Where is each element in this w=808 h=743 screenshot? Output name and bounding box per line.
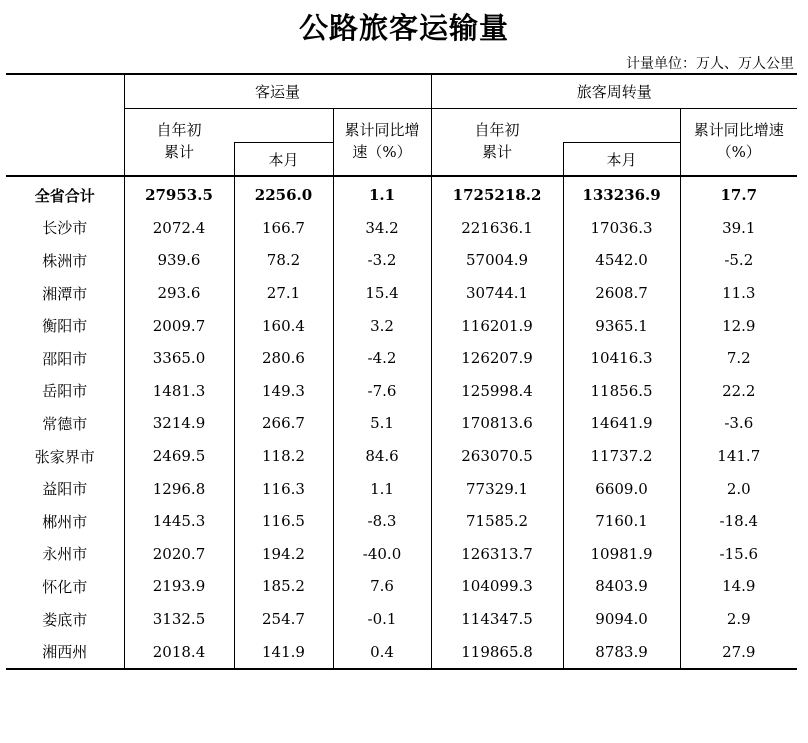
turnover-ytd-cell: 125998.4	[431, 375, 563, 408]
turnover-ytd-cell: 263070.5	[431, 440, 563, 473]
turnover-ytd-header	[431, 109, 563, 177]
turnover-month-cell: 17036.3	[563, 212, 680, 245]
table-row	[6, 212, 797, 245]
table-row	[6, 277, 797, 310]
passengers-growth-cell: 84.6	[333, 440, 431, 473]
turnover-growth-cell: 141.7	[680, 440, 797, 473]
table-row	[6, 570, 797, 603]
passengers-month-cell: 280.6	[234, 342, 333, 375]
table-body	[6, 176, 797, 669]
turnover-growth-cell: 12.9	[680, 309, 797, 342]
unit-note: 计量单位：万人、万人公里	[626, 56, 794, 72]
passengers-month-cell: 116.3	[234, 472, 333, 505]
turnover-ytd-cell: 104099.3	[431, 570, 563, 603]
passengers-ytd-cell: 2020.7	[124, 538, 234, 571]
passengers-growth-cell: 34.2	[333, 212, 431, 245]
ytd-label-line2: 累计	[163, 143, 194, 161]
turnover-growth-cell: 39.1	[680, 212, 797, 245]
region-name-cell: 湘潭市	[42, 284, 88, 303]
turnover-month-cell: 8403.9	[563, 570, 680, 603]
turnover-ytd-cell: 126313.7	[431, 538, 563, 571]
region-name-cell: 邵阳市	[42, 349, 88, 368]
turnover-growth-header	[680, 109, 797, 177]
turnover-month-cell: 2608.7	[563, 277, 680, 310]
passengers-month-cell: 149.3	[234, 375, 333, 408]
passengers-ytd-cell: 2469.5	[124, 440, 234, 473]
turnover-growth-cell: 11.3	[680, 277, 797, 310]
turnover-month-cell: 11856.5	[563, 375, 680, 408]
turnover-growth-cell: -18.4	[680, 505, 797, 538]
passengers-ytd-cell: 293.6	[124, 277, 234, 310]
passengers-ytd-cell: 1296.8	[124, 472, 234, 505]
turnover-ytd-cell: 170813.6	[431, 407, 563, 440]
passengers-month-cell: 194.2	[234, 538, 333, 571]
table-row	[6, 244, 797, 277]
passengers-month-cell: 78.2	[234, 244, 333, 277]
turnover-growth-cell: 2.9	[680, 603, 797, 636]
table-row	[6, 505, 797, 538]
turnover-month-cell: 14641.9	[563, 407, 680, 440]
turnover-growth-cell: 27.9	[680, 635, 797, 669]
turnover-ytd-cell: 30744.1	[431, 277, 563, 310]
passengers-growth-cell: -3.2	[333, 244, 431, 277]
passengers-ytd-cell: 3365.0	[124, 342, 234, 375]
passengers-growth-cell: 15.4	[333, 277, 431, 310]
passengers-ytd-cell: 1481.3	[124, 375, 234, 408]
passengers-ytd-cell: 2009.7	[124, 309, 234, 342]
ytd-label-line1: 自年初	[474, 121, 520, 139]
passengers-growth-cell: -40.0	[333, 538, 431, 571]
turnover-ytd-cell: 126207.9	[431, 342, 563, 375]
passengers-month-header: 本月	[234, 143, 333, 177]
passengers-growth-cell: 1.1	[333, 176, 431, 212]
passengers-ytd-cell: 3214.9	[124, 407, 234, 440]
region-name-cell: 娄底市	[42, 610, 88, 629]
passengers-blank-cell	[234, 109, 333, 143]
passengers-month-cell: 185.2	[234, 570, 333, 603]
passengers-ytd-cell: 2072.4	[124, 212, 234, 245]
passengers-month-cell: 266.7	[234, 407, 333, 440]
passengers-ytd-cell: 2018.4	[124, 635, 234, 669]
turnover-ytd-cell: 1725218.2	[431, 176, 563, 212]
turnover-month-cell: 9094.0	[563, 603, 680, 636]
passengers-growth-cell: -8.3	[333, 505, 431, 538]
passengers-growth-cell: 7.6	[333, 570, 431, 603]
turnover-growth-cell: 17.7	[680, 176, 797, 212]
turnover-month-cell: 133236.9	[563, 176, 680, 212]
region-name-cell: 衡阳市	[42, 317, 88, 336]
turnover-growth-cell: -3.6	[680, 407, 797, 440]
growth-label-line2: （%）	[716, 143, 761, 161]
passengers-month-cell: 27.1	[234, 277, 333, 310]
passengers-month-cell: 160.4	[234, 309, 333, 342]
total-row	[6, 176, 797, 212]
turnover-ytd-cell: 221636.1	[431, 212, 563, 245]
passengers-growth-cell: -4.2	[333, 342, 431, 375]
ytd-label-line2: 累计	[482, 143, 513, 161]
region-name-cell: 常德市	[42, 414, 88, 433]
table-row	[6, 375, 797, 408]
table-row	[6, 635, 797, 669]
turnover-ytd-cell: 114347.5	[431, 603, 563, 636]
growth-label-line1: 累计同比增速	[693, 121, 784, 139]
passengers-growth-cell: 1.1	[333, 472, 431, 505]
region-name-cell: 张家界市	[34, 447, 95, 466]
turnover-ytd-cell: 71585.2	[431, 505, 563, 538]
passengers-ytd-cell: 939.6	[124, 244, 234, 277]
turnover-growth-cell: -15.6	[680, 538, 797, 571]
passengers-growth-cell: -7.6	[333, 375, 431, 408]
passengers-ytd-cell: 3132.5	[124, 603, 234, 636]
table-row	[6, 603, 797, 636]
growth-label-line2: 速（%）	[352, 143, 412, 161]
passengers-month-cell: 254.7	[234, 603, 333, 636]
turnover-month-cell: 10981.9	[563, 538, 680, 571]
growth-label-line1: 累计同比增	[344, 121, 420, 139]
region-header	[6, 74, 124, 176]
turnover-month-cell: 9365.1	[563, 309, 680, 342]
passengers-month-cell: 141.9	[234, 635, 333, 669]
data-table	[6, 73, 797, 670]
passengers-ytd-cell: 2193.9	[124, 570, 234, 603]
region-name-cell: 益阳市	[42, 480, 88, 499]
turnover-month-cell: 4542.0	[563, 244, 680, 277]
turnover-growth-cell: 2.0	[680, 472, 797, 505]
turnover-month-cell: 6609.0	[563, 472, 680, 505]
passengers-month-cell: 166.7	[234, 212, 333, 245]
passengers-growth-cell: 5.1	[333, 407, 431, 440]
table-row	[6, 440, 797, 473]
table-row	[6, 407, 797, 440]
table-row	[6, 472, 797, 505]
region-name-cell: 全省合计	[34, 186, 95, 205]
table-row	[6, 309, 797, 342]
ytd-label-line1: 自年初	[156, 121, 202, 139]
passengers-growth-cell: 0.4	[333, 635, 431, 669]
turnover-ytd-cell: 57004.9	[431, 244, 563, 277]
turnover-ytd-cell: 119865.8	[431, 635, 563, 669]
passengers-month-cell: 118.2	[234, 440, 333, 473]
region-name-cell: 怀化市	[42, 577, 88, 596]
turnover-blank-cell	[563, 109, 680, 143]
turnover-growth-cell: -5.2	[680, 244, 797, 277]
turnover-month-header: 本月	[563, 143, 680, 177]
turnover-growth-cell: 22.2	[680, 375, 797, 408]
passengers-group-header: 客运量	[124, 74, 431, 109]
turnover-month-cell: 11737.2	[563, 440, 680, 473]
region-name-cell: 郴州市	[42, 512, 88, 531]
turnover-month-cell: 10416.3	[563, 342, 680, 375]
region-name-cell: 永州市	[42, 545, 88, 564]
passengers-month-cell: 2256.0	[234, 176, 333, 212]
turnover-ytd-cell: 77329.1	[431, 472, 563, 505]
passengers-growth-cell: 3.2	[333, 309, 431, 342]
region-name-cell: 株洲市	[42, 251, 88, 270]
turnover-month-cell: 8783.9	[563, 635, 680, 669]
passengers-growth-cell: -0.1	[333, 603, 431, 636]
region-name-cell: 岳阳市	[42, 382, 88, 401]
turnover-growth-cell: 7.2	[680, 342, 797, 375]
turnover-growth-cell: 14.9	[680, 570, 797, 603]
table-row	[6, 342, 797, 375]
turnover-group-header: 旅客周转量	[431, 74, 797, 109]
passengers-month-cell: 116.5	[234, 505, 333, 538]
passengers-growth-header	[333, 109, 431, 177]
passengers-ytd-cell: 1445.3	[124, 505, 234, 538]
table-row	[6, 538, 797, 571]
region-name-cell: 长沙市	[42, 219, 88, 238]
turnover-month-cell: 7160.1	[563, 505, 680, 538]
passengers-ytd-cell: 27953.5	[124, 176, 234, 212]
turnover-ytd-cell: 116201.9	[431, 309, 563, 342]
passengers-ytd-header	[124, 109, 234, 177]
page-title: 公路旅客运输量	[298, 11, 509, 45]
region-name-cell: 湘西州	[6, 635, 124, 669]
